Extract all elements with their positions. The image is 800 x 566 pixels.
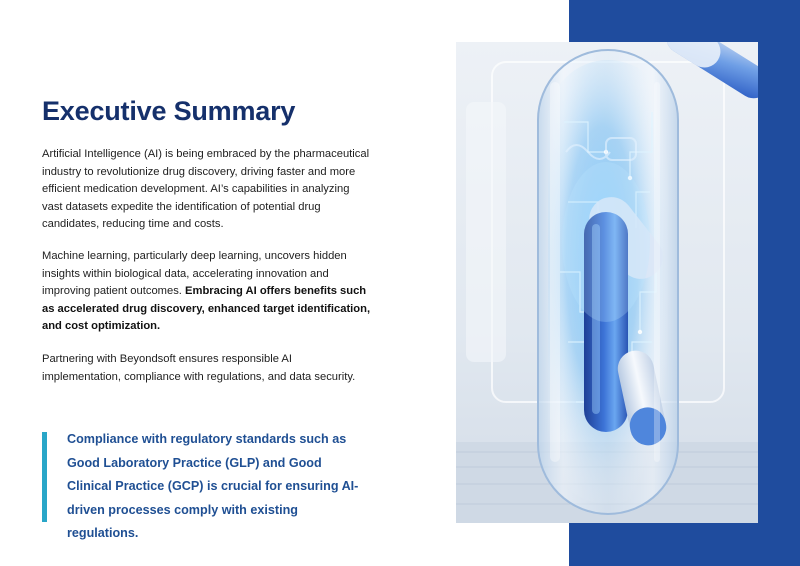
summary-paragraph-2: [42, 248, 372, 336]
summary-paragraph-2-emphasis: Embracing AI offers benefits such as accelerated drug discovery, enhanced target identification, and cost optimization.: [42, 285, 371, 332]
callout-accent-bar: [42, 432, 47, 522]
summary-paragraph-2-text: Machine learning, particularly deep learning, uncovers hidden insights within biological data, accelerating innovation and improving patient outcomes.: [42, 250, 347, 297]
page-title: Executive Summary: [42, 96, 296, 126]
summary-paragraph-1: Artificial Intelligence (AI) is being embraced by the pharmaceutical industry to revolutionize drug discovery, driving faster and more efficient medication development. AI’s capabilities in analyzing vast datasets expedite the identification of potential drug candidates, reducing time and costs.: [42, 148, 370, 230]
summary-paragraph-3: Partnering with Beyondsoft ensures responsible AI implementation, compliance with regulations, and data security.: [42, 353, 356, 383]
capsule-hero-image: [456, 42, 758, 523]
compliance-callout: Compliance with regulatory standards such as Good Laboratory Practice (GLP) and Good Clinical Practice (GCP) is crucial for ensuring AI-driven processes comply with existing regulations.: [67, 432, 359, 540]
capsule-icon: [456, 42, 758, 523]
